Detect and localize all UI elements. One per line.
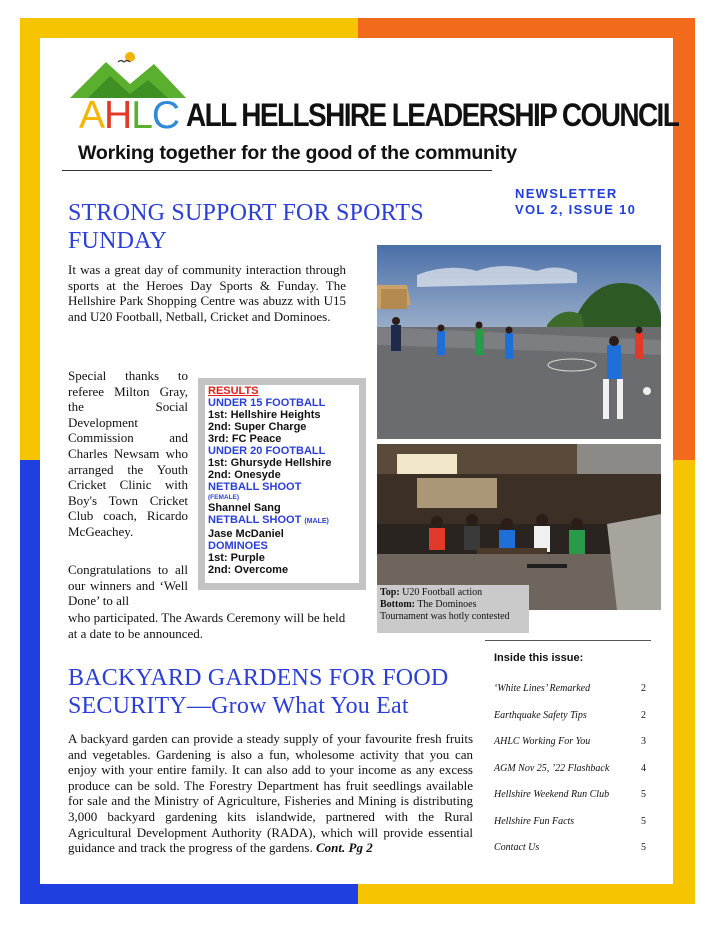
toc-page: 5 — [641, 842, 646, 853]
continued-link[interactable]: Cont. Pg 2 — [316, 840, 373, 856]
results-title: RESULTS — [208, 385, 259, 397]
netball-female-winner: Shannel Sang — [208, 502, 281, 514]
netball-male-tag: (MALE) — [304, 518, 329, 525]
tagline: Working together for the good of the community — [78, 142, 517, 164]
toc-item[interactable] — [494, 789, 646, 800]
u15-first: 1st: Hellshire Heights — [208, 409, 321, 421]
u15-heading: UNDER 15 FOOTBALL — [208, 397, 326, 409]
dominoes-first: 1st: Purple — [208, 552, 265, 564]
organization-name: ALL HELLSHIRE LEADERSHIP COUNCIL — [186, 97, 679, 133]
u20-heading: UNDER 20 FOOTBALL — [208, 445, 326, 457]
toc-item[interactable] — [494, 736, 646, 747]
netball-male-row — [205, 514, 359, 528]
toc-item[interactable] — [494, 842, 646, 853]
netball-female-heading: NETBALL SHOOT — [208, 481, 302, 493]
toc-page: 2 — [641, 683, 646, 694]
netball-male-winner: Jase McDaniel — [208, 528, 284, 540]
toc-label: Hellshire Fun Facts — [494, 816, 575, 827]
toc-page: 5 — [641, 789, 646, 800]
netball-female-tag: (FEMALE) — [208, 494, 240, 501]
issue-info — [515, 186, 636, 218]
article1-paragraph-4: who participated. The Awards Ceremony will be held at a date to be announced. — [68, 610, 346, 641]
article2-headline: BACKYARD GARDENS FOR FOOD SECURITY—Grow What You Eat — [68, 665, 449, 719]
toc-page: 2 — [641, 710, 646, 721]
dominoes-heading: DOMINOES — [208, 540, 268, 552]
inside-this-issue-title: Inside this issue: — [494, 652, 584, 664]
u15-second: 2nd: Super Charge — [208, 421, 307, 433]
article1-paragraph-3: Congratulations to all our winners and ‘Well Done’ to all — [68, 562, 188, 609]
football-action-photo — [377, 245, 661, 439]
ahlc-logo-letters — [79, 96, 179, 136]
u15-third: 3rd: FC Peace — [208, 433, 282, 445]
toc-label: AGM Nov 25, ’22 Flashback — [494, 763, 610, 774]
dominoes-second: 2nd: Overcome — [208, 564, 289, 576]
caption-top-text: U20 Football action — [402, 587, 483, 598]
toc-item[interactable] — [494, 816, 646, 827]
article1-headline: STRONG SUPPORT FOR SPORTS FUNDAY — [68, 200, 424, 254]
toc-page: 3 — [641, 736, 646, 747]
toc-label: Hellshire Weekend Run Club — [494, 789, 610, 800]
toc-label: AHLC Working For You — [494, 736, 591, 747]
logo-letter-c: C — [151, 94, 180, 137]
toc-label: Contact Us — [494, 842, 540, 853]
toc-item[interactable] — [494, 710, 646, 721]
results-box — [205, 385, 359, 583]
u20-first: 1st: Ghursyde Hellshire — [208, 457, 332, 469]
toc-page: 4 — [641, 763, 646, 774]
inside-divider — [485, 640, 651, 641]
logo-letter-h: H — [104, 94, 132, 137]
u20-second: 2nd: Onesyde — [208, 469, 281, 481]
toc-page: 5 — [641, 816, 646, 827]
toc-label: Earthquake Safety Tips — [494, 710, 587, 721]
article2-text: A backyard garden can provide a steady supply of your favourite fresh fruits and vegetables. Gardening is also a fun, wholesome activity that you can enjoy with your entire family. It can also add to your income as any excess produce can be sold. The Forestry Department has fruit seedlings available for sale and the Ministry of Agriculture, Fisheries and Mining is distributing 3,000 backyard gardening kits islandwide, partnered with the Rural Agricultural Development Authority (RADA), which will provide essential guidance and track the progress of the gardens. — [68, 731, 473, 856]
toc-label: ‘White Lines’ Remarked — [494, 683, 591, 694]
caption-top-label: Top: — [380, 587, 400, 598]
article2-body — [68, 731, 473, 856]
netball-male-heading: NETBALL SHOOT — [208, 514, 302, 526]
toc-item[interactable] — [494, 683, 646, 694]
masthead-divider — [62, 170, 492, 171]
caption-bottom-text: The Dominoes Tournament was hotly contested — [380, 599, 510, 622]
article1-paragraph-2: Special thanks to referee Milton Gray, the Social Development Commission and Charles Newsam who arranged the Youth Cricket Clinic with Boy's Town Cricket Club coach, Ricardo McGeachey. — [68, 368, 188, 539]
logo-letter-l: L — [131, 94, 152, 137]
toc-item[interactable] — [494, 763, 646, 774]
photo-caption — [377, 585, 529, 633]
newsletter-label: NEWSLETTER — [515, 186, 618, 201]
logo-letter-a: A — [79, 94, 105, 137]
article1-paragraph-1: It was a great day of community interaction through sports at the Heroes Day Sports & Funday. The Hellshire Park Shopping Centre was abuzz with U15 and U20 Football, Netball, Cricket and Dominoes. — [68, 262, 346, 324]
caption-bottom-label: Bottom: — [380, 599, 415, 610]
volume-issue: VOL 2, ISSUE 10 — [515, 202, 637, 217]
